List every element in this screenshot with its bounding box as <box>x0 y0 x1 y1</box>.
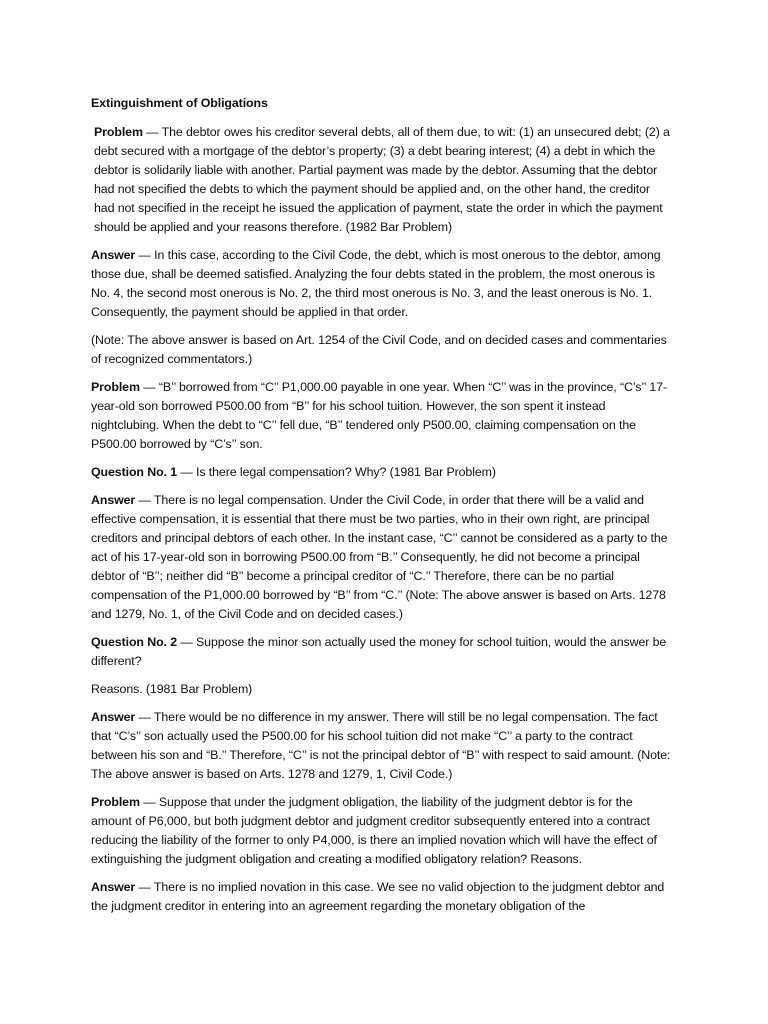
paragraph-body: — There would be no difference in my answer. There will still be no legal compensation. The fact that “C’s’’ son actually used the P500.00 for his school tuition did not make “C’’ a party to the contract between his son and “B.’’ Therefore, “C’’ is not the principal debtor of “B’’ with respect to said amount. (Note: The above answer is based on Arts. 1278 and 1279, 1, Civil Code.) <box>91 710 671 781</box>
paragraph-lead: Problem <box>94 125 143 139</box>
paragraph-body: — Suppose that under the judgment obligation, the liability of the judgment debtor is for the amount of P6,000, but both judgment debtor and judgment creditor subsequently entered into a contract reducing the liability of the former to only P4,000, is there an implied novation which will have the effect of extinguishing the judgment obligation and creating a modified obligatory relation? Reasons. <box>91 795 657 866</box>
paragraph-body: — There is no legal compensation. Under the Civil Code, in order that there will be a valid and effective compensation, it is essential that there must be two parties, who in their own right, are principal creditors and principal debtors of each other. In the instant case, “C’’ cannot be considered as a party to the act of his 17-year-old son in borrowing P500.00 from “B.’’ Consequently, he did not become a principal debtor of “B’’; neither did “B’’ become a principal creditor of “C.’’ Therefore, there can be no partial compensation of the P1,000.00 borrowed by “B’’ from “C.’’ (Note: The above answer is based on Arts. 1278 and 1279, No. 1, of the Civil Code and on decided cases.) <box>91 493 668 621</box>
paragraph-body: — Suppose the minor son actually used the money for school tuition, would the answer be different? <box>91 635 667 668</box>
paragraph-body: — The debtor owes his creditor several debts, all of them due, to wit: (1) an unsecured debt; (2) a debt secured with a mortgage of the debtor’s property; (3) a debt bearing interest; (4) a debt in which the debtor is solidarily liable with another. Partial payment was made by the debtor. Assuming that the debtor had not specified the debts to which the payment should be applied and, on the other hand, the creditor had not specified in the receipt he issued the application of payment, state the order in which the payment should be applied and your reasons therefore. (1982 Bar Problem) <box>94 125 670 234</box>
paragraph-lead: Answer <box>91 710 136 724</box>
paragraph-lead: Problem <box>91 795 140 809</box>
paragraph-answer-2 <box>91 491 673 624</box>
paragraph-answer-1 <box>91 246 673 322</box>
paragraph-lead: Answer <box>91 493 136 507</box>
paragraph-body: — “B’’ borrowed from “C’’ P1,000.00 payable in one year. When “C’’ was in the province, “C’s’’ 17-year-old son borrowed P500.00 from “B’’ for his school tuition. However, the son spent it instead nightclubing. When the debt to “C’’ fell due, “B’’ tendered only P500.00, claiming compensation on the P500.00 borrowed by “C’s’’ son. <box>91 380 667 451</box>
paragraph-problem-2 <box>91 378 673 454</box>
paragraph-note-1 <box>91 331 673 369</box>
paragraph-lead: Question No. 2 <box>91 635 178 649</box>
paragraph-answer-4 <box>91 878 673 916</box>
paragraph-lead: Answer <box>91 248 136 262</box>
paragraph-lead: Question No. 1 <box>91 465 178 479</box>
paragraph-question-2 <box>91 633 673 671</box>
paragraph-reasons <box>91 680 673 699</box>
paragraph-lead: Problem <box>91 380 140 394</box>
paragraph-lead: Answer <box>91 880 136 894</box>
paragraph-body: (Note: The above answer is based on Art. 1254 of the Civil Code, and on decided cases and commentaries of recognized commentators.) <box>91 333 667 366</box>
paragraph-answer-3 <box>91 708 673 784</box>
paragraph-problem-1 <box>91 123 673 237</box>
paragraph-body: Reasons. (1981 Bar Problem) <box>91 682 253 696</box>
paragraph-body: — There is no implied novation in this case. We see no valid objection to the judgment debtor and the judgment creditor in entering into an agreement regarding the monetary obligation of the <box>91 880 665 913</box>
document-page <box>91 94 673 925</box>
paragraph-question-1 <box>91 463 673 482</box>
paragraph-problem-3 <box>91 793 673 869</box>
document-title: Extinguishment of Obligations <box>91 96 268 110</box>
paragraph-body: — Is there legal compensation? Why? (1981 Bar Problem) <box>177 465 496 479</box>
paragraph-body: — In this case, according to the Civil Code, the debt, which is most onerous to the debtor, among those due, shall be deemed satisfied. Analyzing the four debts stated in the problem, the most onerous is No. 4, the second most onerous is No. 2, the third most onerous is No. 3, and the least onerous is No. 1. Consequently, the payment should be applied in that order. <box>91 248 661 319</box>
